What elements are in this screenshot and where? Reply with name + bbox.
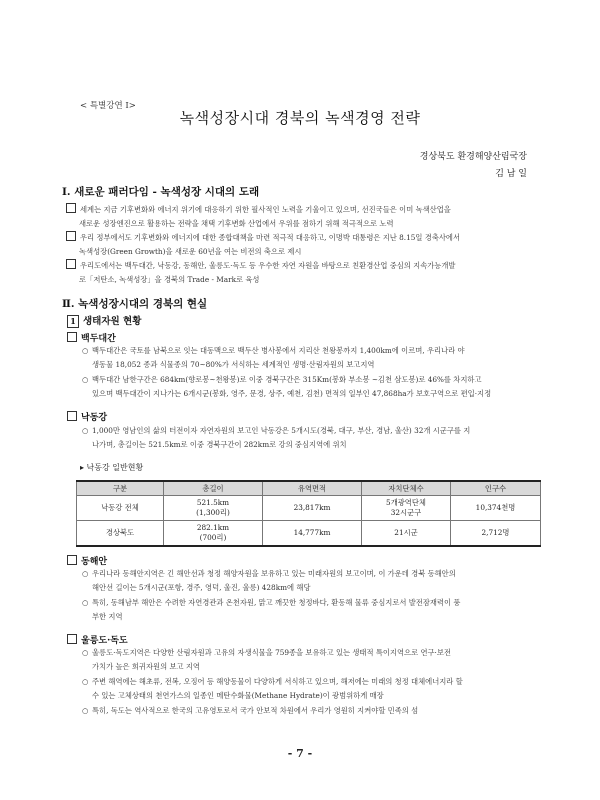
- page-title: 녹색성장시대 경북의 녹색경영 전략: [179, 109, 421, 127]
- list-item: ○ 1,000만 영남인의 삶의 터전이자 자연자원의 보고인 낙동강은 5개시도(경북, 대구, 부산, 경남, 울산) 32개 시군구를 지 나가며, 총길이는 521.5km로 이중 경북구간이 282km로 강의 중심지역에 위치: [82, 426, 471, 449]
- section1-paragraph: 세계는 지금 기후변화와 에너지 위기에 대응하기 위한 필사적인 노력을 기울이고 있으며, 선진국들은 이미 녹색산업을 새로운 성장엔진으로 활용하는 전략을 채택 기후변화 산업에서 우위를 점하기 위해 적극적으로 노력: [66, 203, 546, 231]
- table-cell: 282.1km (700리): [164, 521, 263, 547]
- table-cell: 521.5km (1,300리): [164, 496, 263, 521]
- circle-bullet-icon: ○: [82, 569, 89, 578]
- table-cell: 5개광역단체 32시군구: [362, 496, 451, 521]
- table-cell: 낙동강 전체: [77, 496, 164, 521]
- checkbox-icon: [67, 634, 77, 644]
- list-item: ○ 특히, 동해남부 해안은 수려한 자연경관과 온천자원, 맑고 깨끗한 청정바다, 환동해 물류 중심지로서 발전잠재력이 풍 부한 지역: [82, 598, 461, 621]
- table-header-cell: 총길이: [164, 481, 263, 496]
- circle-bullet-icon: ○: [82, 648, 89, 657]
- checkbox-icon: [66, 203, 76, 213]
- table-cell: 2,712명: [451, 521, 541, 547]
- donghae-heading: 동해안: [67, 554, 107, 567]
- list-item: ○ 백두대간은 국토를 남북으로 잇는 대동맥으로 백두산 병사봉에서 지리산 천왕봉까지 1,400km에 이르며, 우리나라 야 생동물 18,052 종과 식물종의 70~80%가 서식하는 세계적인 생명·산림자원의 보고지역: [82, 346, 465, 369]
- baekdu-heading: 백두대간: [67, 331, 116, 344]
- section1-paragraph: 우리 정부에서도 기후변화와 에너지에 대한 종합대책을 마련 적극적 대응하고, 이명박 대통령은 지난 8.15일 경축사에서 녹색성장(Green Growth)을 새로운 60년을 여는 비전의 축으로 제시: [66, 231, 546, 259]
- table-cell: 14,777km: [263, 521, 362, 547]
- table-cell: 10,374천명: [451, 496, 541, 521]
- table-row: [77, 496, 541, 521]
- section1-paragraph: 우리도에서는 백두대간, 낙동강, 동해안, 울릉도·독도 등 우수한 자연 자원을 바탕으로 친환경산업 중심의 지속가능개발 로「저탄소, 녹색성장」을 경북의 Trade - Mark로 육성: [66, 259, 546, 287]
- table-caption: ▸ 낙동강 일반현황: [80, 463, 144, 472]
- nakdong-heading: 낙동강: [67, 410, 107, 423]
- table-header-row: [77, 481, 541, 496]
- checkbox-icon: [66, 231, 76, 241]
- circle-bullet-icon: ○: [82, 677, 89, 686]
- checkbox-icon: [67, 411, 77, 421]
- checkbox-icon: [67, 332, 77, 342]
- author-title: 경상북도 환경해양산림국장: [419, 152, 527, 162]
- table-header-cell: 구분: [77, 481, 164, 496]
- section1-heading: Ⅰ. 새로운 패러다임 - 녹색성장 시대의 도래: [62, 186, 260, 198]
- table-row: [77, 521, 541, 547]
- list-item: ○ 주변 해역에는 해초류, 전복, 오징어 등 해양동물이 다양하게 서식하고 있으며, 해저에는 미래의 청정 대체에너지라 할 수 있는 고체상태의 천연가스의 일종인 메탄수화물(Methane Hydrate)이 광범위하게 매장: [82, 677, 463, 700]
- circle-bullet-icon: ○: [82, 706, 89, 715]
- list-item: ○ 울릉도·독도지역은 다양한 산림자원과 고유의 자생식물을 759종을 보유하고 있는 생태적 특이지역으로 연구·보전 가치가 높은 희귀자원의 보고 지역: [82, 648, 451, 671]
- checkbox-icon: [66, 259, 76, 269]
- author-name: 김 남 일: [495, 169, 527, 179]
- ulleung-heading: 울릉도·독도: [67, 633, 128, 646]
- special-lecture-label: < 특별강연 Ⅰ>: [80, 101, 136, 111]
- list-item: ○ 우리나라 동해안지역은 긴 해안선과 청정 해양자원을 보유하고 있는 미래자원의 보고이며, 이 가운데 경북 동해안의 해안선 길이는 5개시군(포항, 경주, 영덕, 울진, 울릉) 428km에 해당: [82, 569, 456, 592]
- table-cell: 경상북도: [77, 521, 164, 547]
- section2-heading: Ⅱ. 녹색성장시대의 경북의 현실: [62, 298, 208, 310]
- table-header-cell: 자치단체수: [362, 481, 451, 496]
- nakdong-table: [76, 480, 541, 547]
- circle-bullet-icon: ○: [82, 375, 89, 384]
- circle-bullet-icon: ○: [82, 598, 89, 607]
- checkbox-icon: [67, 555, 77, 565]
- list-item: ○ 특히, 독도는 역사적으로 한국의 고유영토로서 국가 안보적 차원에서 우리가 영원히 지켜야할 민족의 섬: [92, 704, 544, 718]
- subsection-ecology-heading: 1 생태자원 현황: [67, 313, 141, 328]
- number-box: 1: [67, 315, 79, 328]
- table-header-cell: 인구수: [451, 481, 541, 496]
- circle-bullet-icon: ○: [82, 426, 89, 435]
- page-number: - 7 -: [287, 747, 313, 760]
- circle-bullet-icon: ○: [82, 346, 89, 355]
- table-cell: 23,817km: [263, 496, 362, 521]
- table-header-cell: 유역면적: [263, 481, 362, 496]
- list-item: ○ 백두대간 남한구간은 684km(향로봉~천왕봉)로 이중 경북구간은 315Km(봉화 부소봉 ~김천 삼도봉)로 46%를 차지하고 있으며 백두대간이 지나가는 6개시군(봉화, 영주, 문경, 상주, 예천, 김천) 면적의 일부인 47,868ha가 보호구역으로 편입·지정: [82, 375, 492, 398]
- table-cell: 21시군: [362, 521, 451, 547]
